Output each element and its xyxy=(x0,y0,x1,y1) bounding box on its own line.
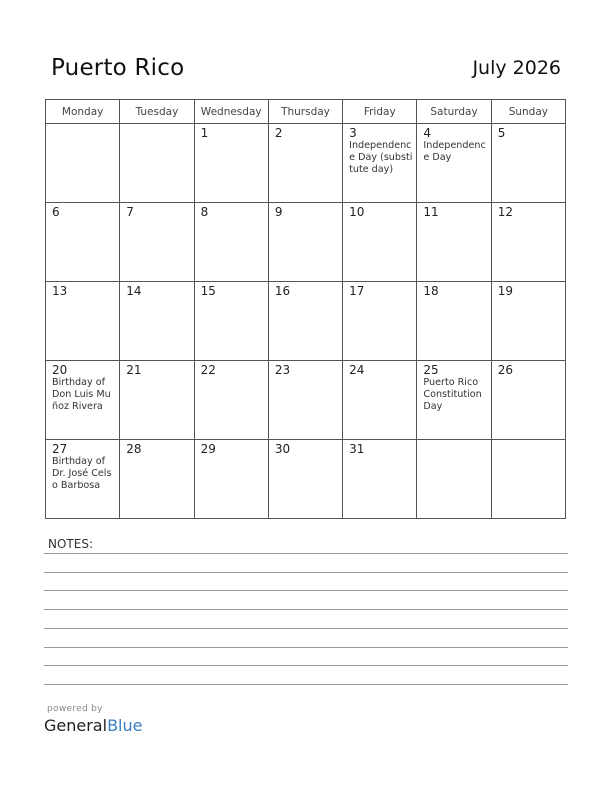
day-number: 30 xyxy=(274,442,291,456)
weekday-header: Thursday xyxy=(268,100,342,124)
day-number: 23 xyxy=(274,363,291,377)
week-row xyxy=(46,203,566,282)
weekday-header: Friday xyxy=(343,100,417,124)
notes-label: NOTES: xyxy=(48,537,93,551)
day-number: 2 xyxy=(274,126,283,140)
day-cell xyxy=(268,203,342,282)
day-number: 4 xyxy=(423,126,432,140)
day-number: 28 xyxy=(126,442,142,456)
day-number: 8 xyxy=(200,205,209,219)
day-number: 26 xyxy=(497,363,513,377)
day-cell xyxy=(417,282,491,361)
brand-logo xyxy=(44,716,142,735)
day-cell xyxy=(46,203,120,282)
day-cell xyxy=(194,361,268,440)
day-number: 20 xyxy=(52,363,68,377)
calendar-grid xyxy=(45,99,566,519)
day-cell xyxy=(343,361,417,440)
week-row xyxy=(46,124,566,203)
day-number: 12 xyxy=(497,205,513,219)
note-line xyxy=(44,590,568,591)
day-number: 10 xyxy=(349,205,365,219)
day-number: 27 xyxy=(52,442,68,456)
day-cell xyxy=(268,282,342,361)
day-number: 9 xyxy=(274,205,283,219)
day-cell xyxy=(120,124,194,203)
holiday-event: Puerto Rico Constitution Day xyxy=(423,377,482,412)
day-cell xyxy=(268,361,342,440)
day-cell xyxy=(194,440,268,519)
day-number: 24 xyxy=(349,363,365,377)
note-line xyxy=(44,553,568,554)
day-number: 7 xyxy=(126,205,134,219)
weekday-header: Sunday xyxy=(491,100,565,124)
weekday-header: Monday xyxy=(46,100,120,124)
day-cell xyxy=(194,282,268,361)
day-cell xyxy=(343,203,417,282)
day-cell xyxy=(343,440,417,519)
day-cell xyxy=(120,361,194,440)
day-cell xyxy=(46,282,120,361)
day-cell xyxy=(491,203,565,282)
week-row xyxy=(46,440,566,519)
holiday-event: Birthday of Dr. José Celso Barbosa xyxy=(52,456,112,491)
day-cell xyxy=(194,203,268,282)
week-row xyxy=(46,282,566,361)
day-number: 3 xyxy=(349,126,357,140)
month-title: July 2026 xyxy=(472,57,561,79)
note-line xyxy=(44,684,568,685)
day-cell xyxy=(491,124,565,203)
weekday-header: Tuesday xyxy=(120,100,194,124)
day-cell xyxy=(268,440,342,519)
day-cell xyxy=(46,124,120,203)
day-number: 6 xyxy=(52,205,60,219)
day-number: 11 xyxy=(423,205,439,219)
day-cell xyxy=(343,124,417,203)
day-number: 29 xyxy=(200,442,216,456)
day-cell xyxy=(120,440,194,519)
brand-blue: Blue xyxy=(107,716,143,735)
note-line xyxy=(44,609,568,610)
holiday-event: Independence Day xyxy=(423,140,486,163)
day-number: 22 xyxy=(200,363,216,377)
day-cell xyxy=(491,361,565,440)
day-cell xyxy=(46,440,120,519)
note-line xyxy=(44,628,568,629)
holiday-event: Independence Day (substitute day) xyxy=(349,140,413,175)
day-cell xyxy=(194,124,268,203)
day-cell xyxy=(268,124,342,203)
day-number: 31 xyxy=(349,442,365,456)
day-number: 1 xyxy=(200,126,209,140)
weekday-header: Wednesday xyxy=(194,100,268,124)
weekday-header-row xyxy=(46,100,566,124)
day-number: 17 xyxy=(349,284,365,298)
week-row xyxy=(46,361,566,440)
day-number: 13 xyxy=(52,284,68,298)
note-line xyxy=(44,572,568,573)
day-cell xyxy=(491,282,565,361)
day-cell xyxy=(417,203,491,282)
brand-general: General xyxy=(44,716,108,735)
day-cell xyxy=(120,282,194,361)
note-line xyxy=(44,665,568,666)
day-number: 25 xyxy=(423,363,439,377)
day-number: 14 xyxy=(126,284,142,298)
powered-by-text: powered by xyxy=(47,704,103,714)
day-cell xyxy=(343,282,417,361)
day-number: 5 xyxy=(497,126,506,140)
day-cell xyxy=(46,361,120,440)
day-number: 18 xyxy=(423,284,439,298)
day-cell xyxy=(120,203,194,282)
day-cell xyxy=(491,440,565,519)
day-cell xyxy=(417,361,491,440)
country-title: Puerto Rico xyxy=(51,55,185,81)
day-number: 16 xyxy=(274,284,291,298)
note-line xyxy=(44,647,568,648)
day-cell xyxy=(417,124,491,203)
day-cell xyxy=(417,440,491,519)
day-number: 19 xyxy=(497,284,513,298)
weekday-header: Saturday xyxy=(417,100,491,124)
holiday-event: Birthday of Don Luis Muñoz Rivera xyxy=(52,377,111,412)
day-number: 15 xyxy=(200,284,216,298)
day-number: 21 xyxy=(126,363,142,377)
